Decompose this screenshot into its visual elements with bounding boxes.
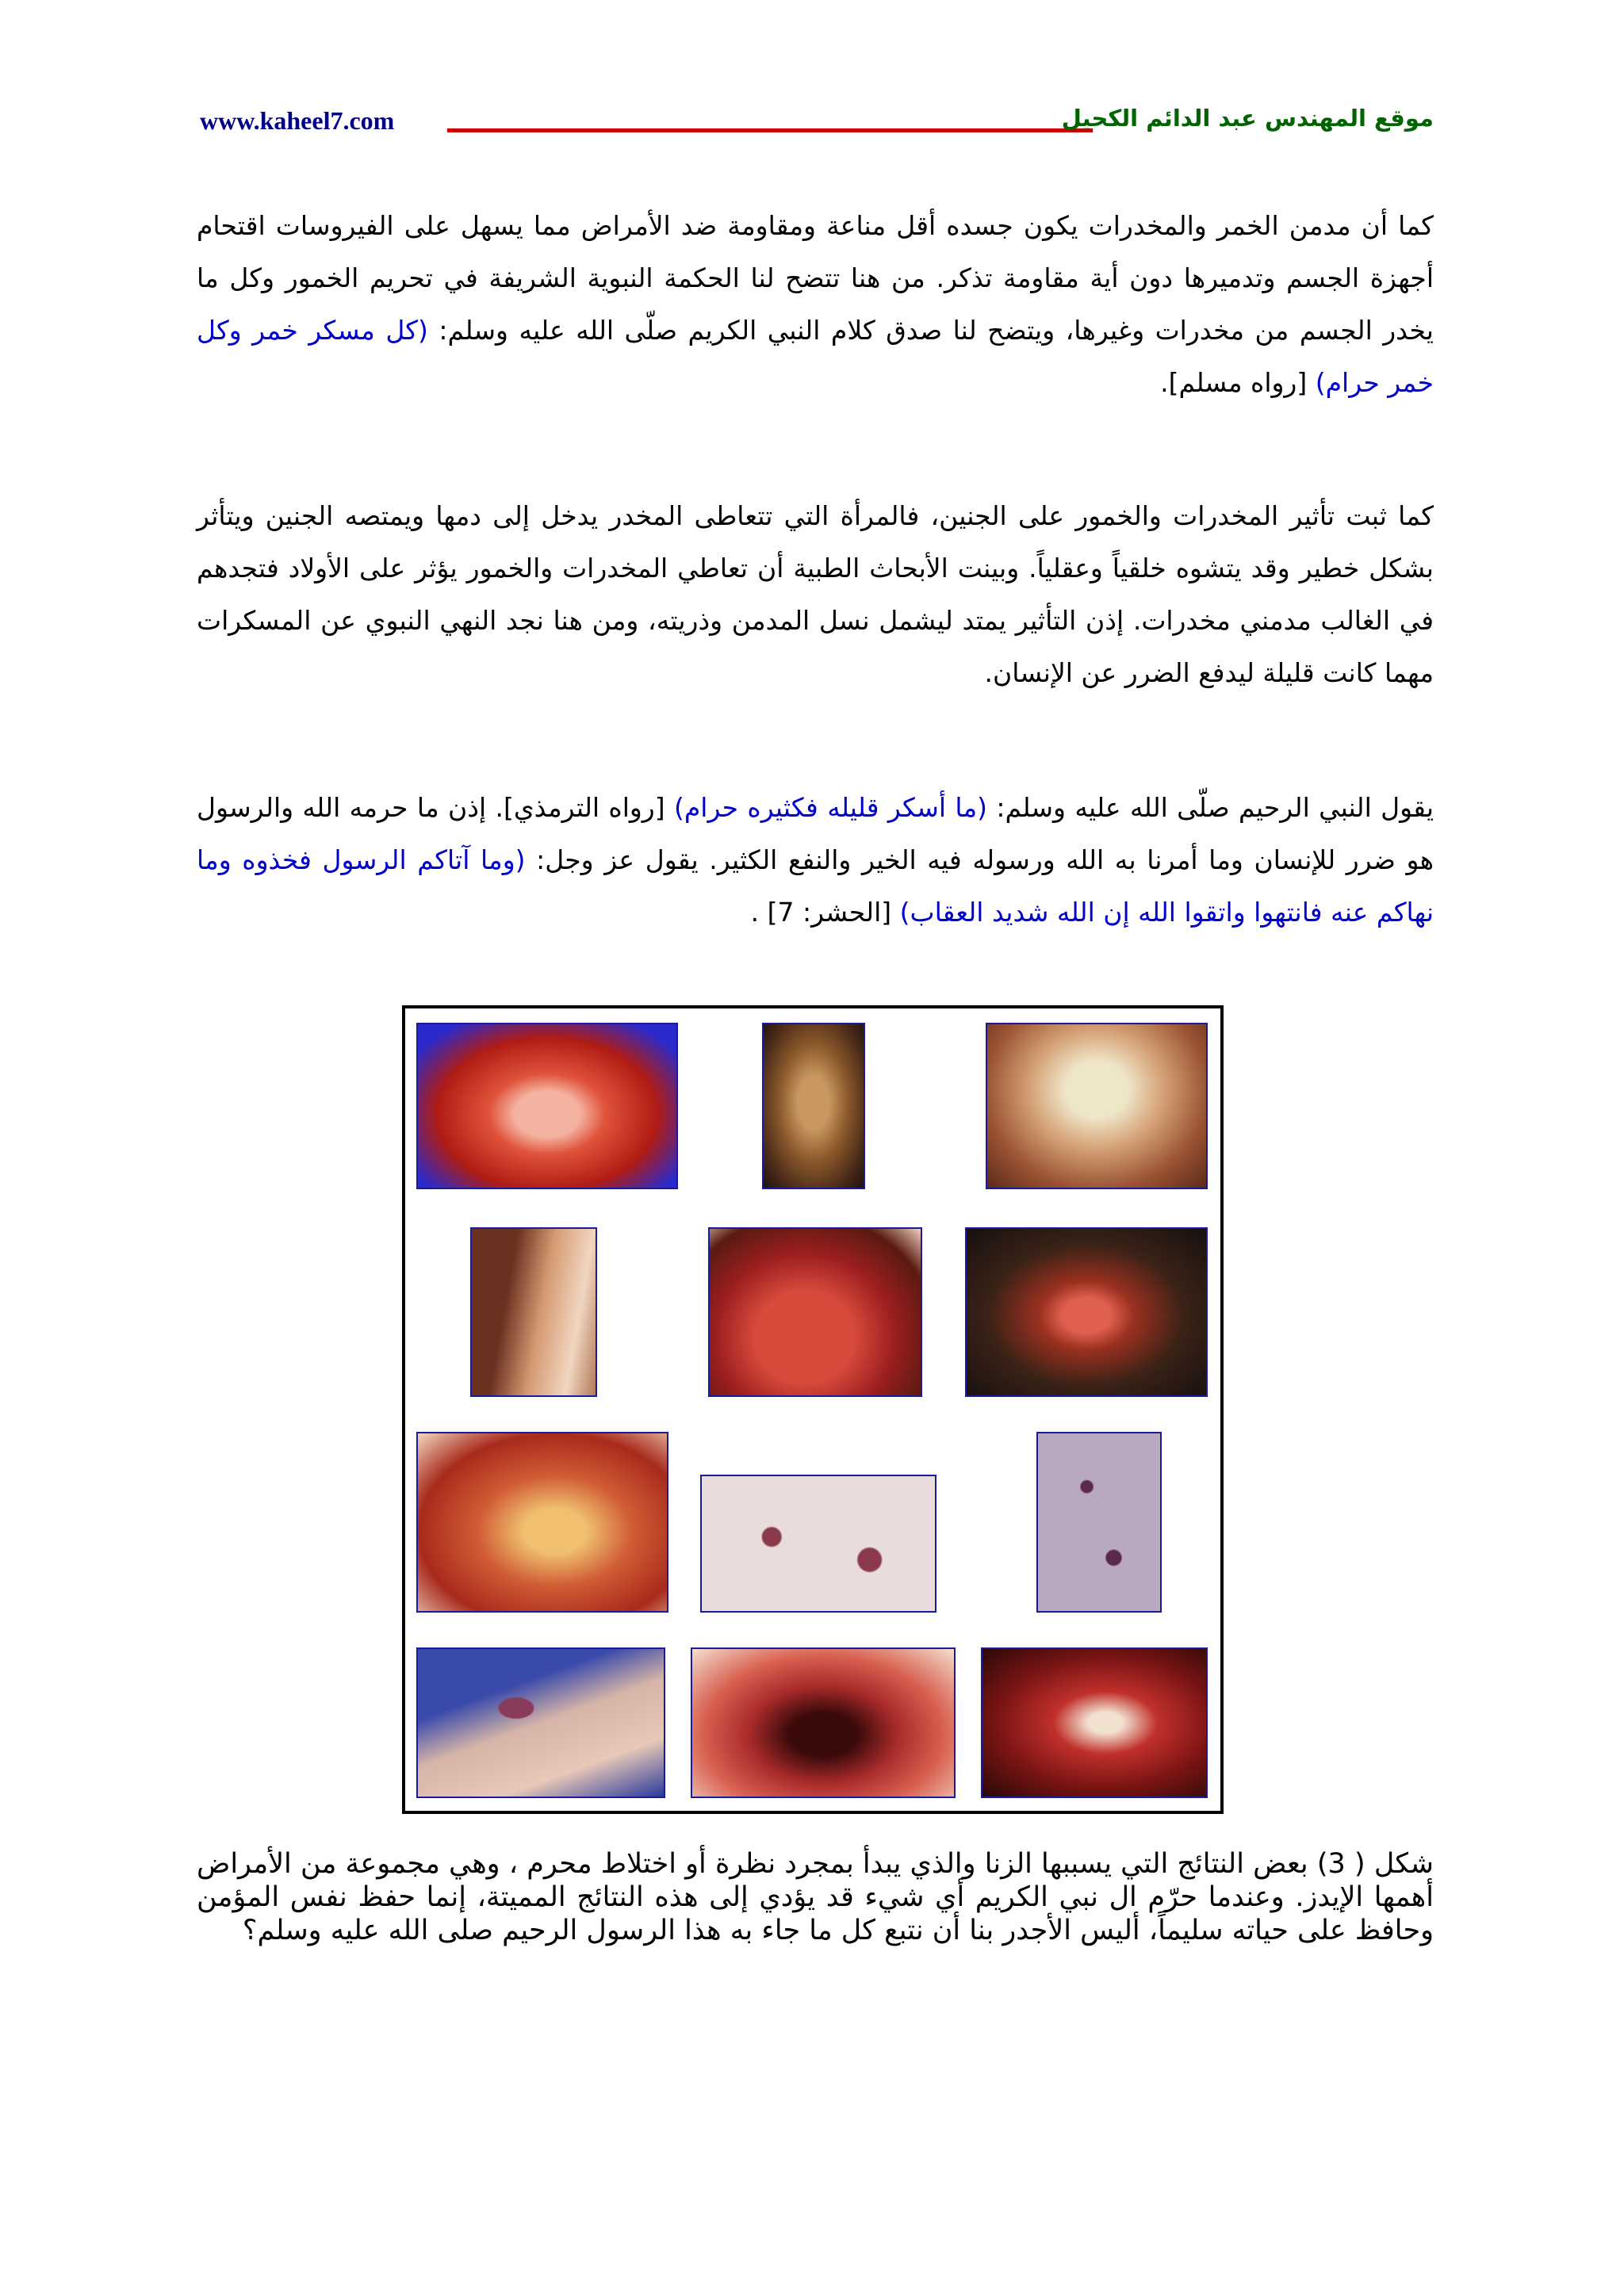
paragraph-1 [197,200,1434,409]
page-header [200,101,1434,146]
paragraph-2 [197,490,1434,699]
photo-foot-lesions [416,1647,665,1798]
header-rule [447,128,1093,132]
hadith-quote-1: (كل مسكر خمر وكل خمر حرام) [197,315,1434,398]
photo-tongue-coated [762,1023,865,1189]
photo-ear-lesion [470,1227,597,1397]
photo-throat-lesion [691,1647,956,1798]
paragraph-3-text: يقول النبي الرحيم صلّى الله عليه وسلم: [987,792,1434,823]
photo-palate-lesion [416,1432,668,1613]
paragraph-3 [197,782,1434,939]
photo-skin-lesions [1036,1432,1162,1613]
paragraph-1-text: كما أن مدمن الخمر والمخدرات يكون جسده أقل مناعة ومقاومة ضد الأمراض مما يسهل على الفيروسات اقتحام أجهزة الجسم وتدميرها دون أية مقاومة تذكر. من هنا تتضح لنا الحكمة النبوية الشريفة في تحريم الخمور وكل ما يخدر الجسم من مخدرات وغيرها، ويتضح لنا صدق كلام النبي الكريم صلّى الله عليه وسلم: [197,210,1434,346]
photo-skin-spots [700,1475,936,1613]
photo-gum-lesion [981,1647,1208,1798]
figure-caption: شكل ( 3) بعض النتائج التي يسببها الزنا والذي يبدأ بمجرد نظرة أو اختلاط محرم ، وهي مجموعة من الأمراض أهمها الإيدز. وعندما حرّم ال نبي الكريم أي شيء قد يؤدي إلى هذه النتائج المميتة، إنما حفظ نفس المؤمن وحافظ على حياته سليماً، أليس الأجدر بنا أن نتبع كل ما جاء به هذا الرسول الرحيم صلى الله عليه وسلم؟ [197,1848,1434,1946]
paragraph-1-source: [رواه مسلم]. [1160,367,1316,398]
site-url[interactable]: www.kaheel7.com [200,106,395,135]
hadith-quote-2: (ما أسكر قليله فكثيره حرام) [673,792,988,823]
photo-mouth-plaque [986,1023,1208,1189]
photo-lip-lesion [416,1023,678,1189]
paragraph-3-mid: [رواه الترمذي]. إذن ما حرمه الله والرسول هو ضرر للإنسان وما أمرنا به الله ورسوله فيه الخير والنفع الكثير. يقول عز وجل: [197,792,1434,875]
site-title: موقع المهندس عبد الدائم الكحيل [1061,105,1434,132]
paragraph-3-source: [الحشر: 7] . [750,897,900,928]
quran-quote: (وما آتاكم الرسول فخذوه وما نهاكم عنه فانتهوا واتقوا الله إن الله شديد العقاب) [197,844,1434,928]
photo-tongue-red [708,1227,922,1397]
paragraph-2-text: كما ثبت تأثير المخدرات والخمور على الجنين، فالمرأة التي تتعاطى المخدر يدخل إلى دمها ويمتصه الجنين ويتأثر بشكل خطير وقد يتشوه خلقياً وعقلياً. وبينت الأبحاث الطبية أن تعاطي المخدرات والخمور يؤثر على الأولاد فتجدهم في الغالب مدمني مخدرات. إذن التأثير يمتد ليشمل نسل المدمن وذريته، ومن هنا نجد النهي النبوي عن المسكرات مهما كانت قليلة ليدفع الضرر عن الإنسان. [197,500,1434,688]
photo-mouth-beard [965,1227,1208,1397]
medical-photo-figure [402,1005,1224,1814]
